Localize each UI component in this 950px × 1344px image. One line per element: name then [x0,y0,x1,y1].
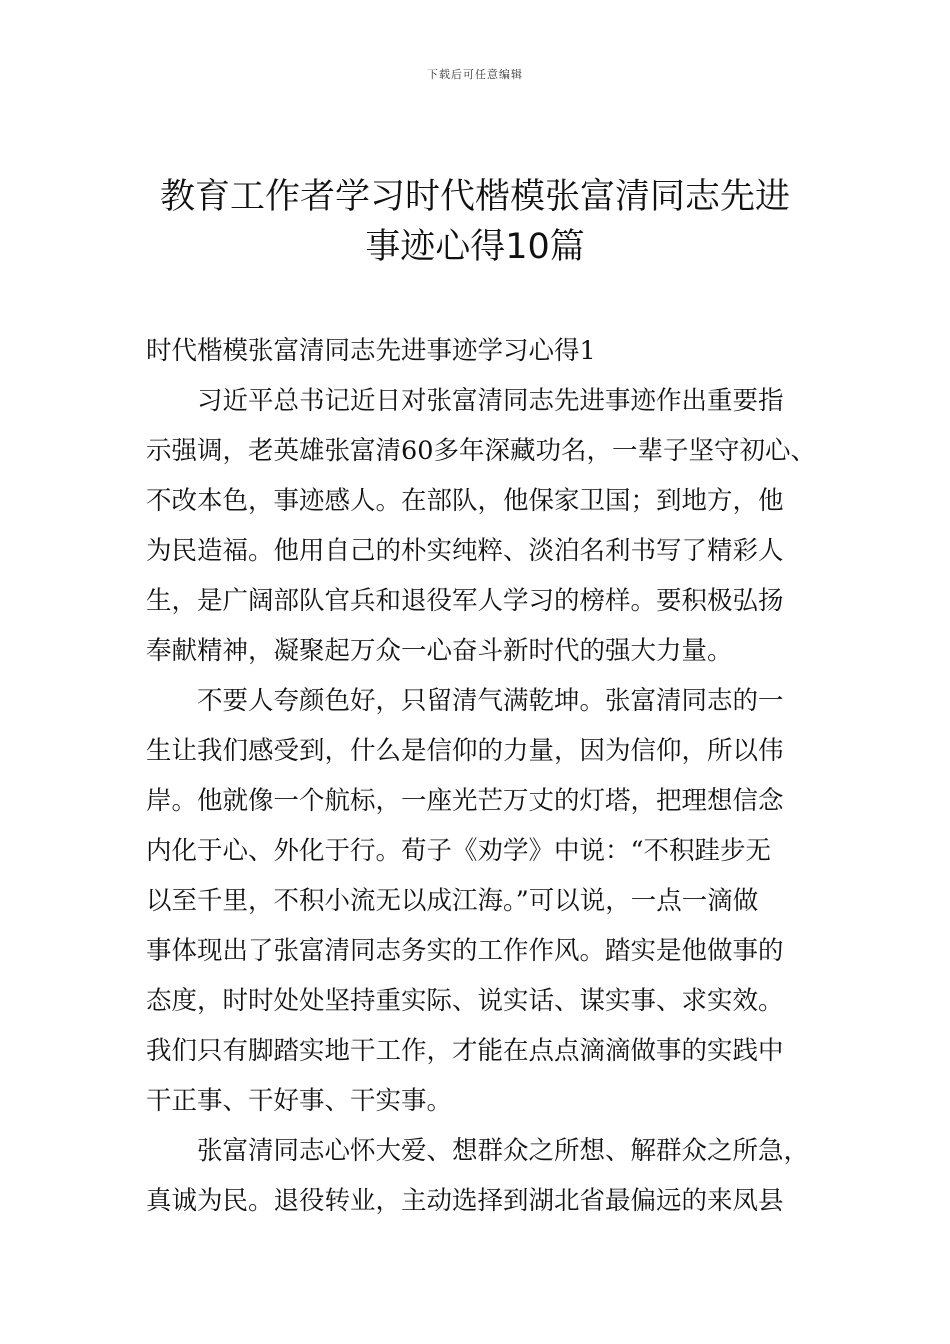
document-body [146,326,826,1226]
paragraph-line: 生让我们感受到，什么是信仰的力量，因为信仰，所以伟 [146,736,784,766]
paragraph-line: 以至千里，不积小流无以成江海。”可以说，一点一滴做 [146,886,759,916]
paragraph-line: 习近平总书记近日对张富清同志先进事迹作出重要指 [197,386,784,416]
paragraph-line: 干正事、干好事、干实事。 [146,1086,453,1116]
paragraph-line: 岸。他就像一个航标，一座光芒万丈的灯塔，把理想信念 [146,786,784,816]
paragraph-line: 示强调，老英雄张富清60多年深藏功名，一辈子坚守初心、 [146,436,816,466]
header-note: 下载后可任意编辑 [427,68,523,81]
paragraph-line: 我们只有脚踏实地干工作，才能在点点滴滴做事的实践中 [146,1036,784,1066]
section-heading: 时代楷模张富清同志先进事迹学习心得1 [146,336,596,366]
title-line-2: 事迹心得10篇 [365,227,585,267]
paragraph-line: 生，是广阔部队官兵和退役军人学习的榜样。要积极弘扬 [146,586,784,616]
paragraph-line: 为民造福。他用自己的朴实纯粹、淡泊名利书写了精彩人 [146,536,784,566]
paragraph-line: 事体现出了张富清同志务实的工作作风。踏实是他做事的 [146,936,784,966]
paragraph-3 [146,1126,826,1226]
title-line-1: 教育工作者学习时代楷模张富清同志先进 [159,177,790,217]
paragraph-line: 张富清同志心怀大爱、想群众之所想、解群众之所急， [197,1136,810,1166]
paragraph-line: 态度，时时处处坚持重实际、说实话、谋实事、求实效。 [146,986,784,1016]
paragraph-line: 真诚为民。退役转业，主动选择到湖北省最偏远的来凤县 [146,1186,784,1216]
paragraph-line: 不改本色，事迹感人。在部队，他保家卫国；到地方，他 [146,486,784,516]
paragraph-line: 内化于心、外化于行。荀子《劝学》中说：“不积跬步无 [146,836,772,866]
paragraph-line: 不要人夸颜色好，只留清气满乾坤。张富清同志的一 [197,686,784,716]
document-title [130,172,820,272]
paragraph-2 [146,676,826,1126]
paragraph-1 [146,376,826,676]
paragraph-line: 奉献精神，凝聚起万众一心奋斗新时代的强大力量。 [146,636,733,666]
